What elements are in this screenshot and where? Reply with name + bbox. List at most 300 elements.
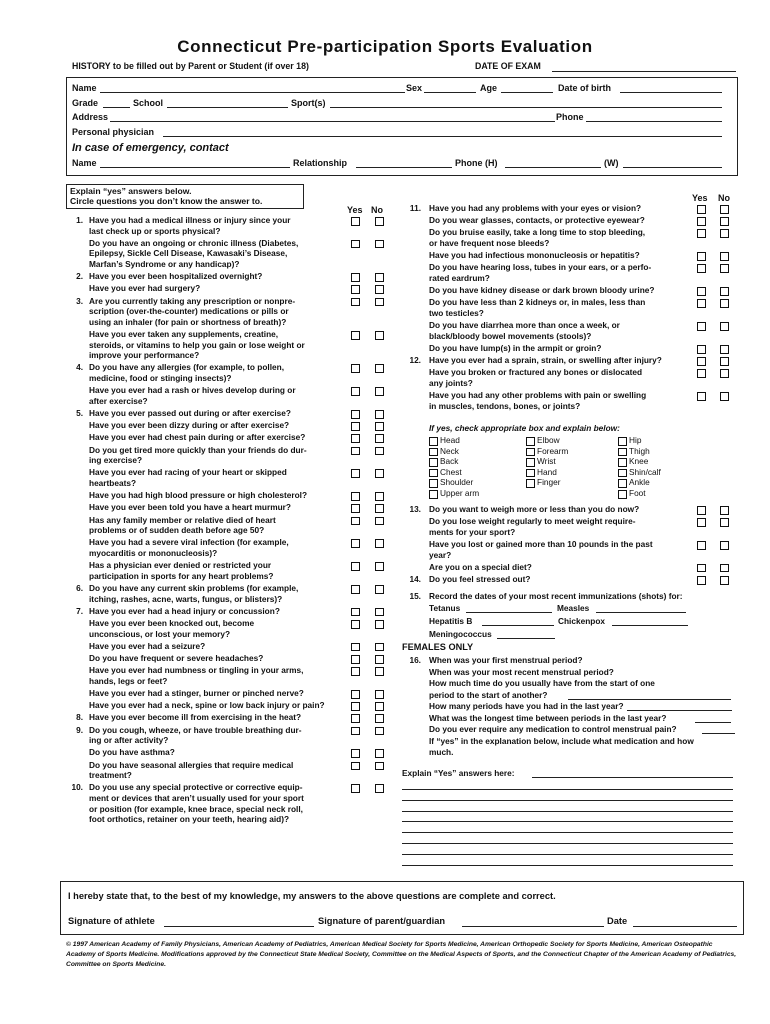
question-text: Do you have seasonal allergies that require medical bbox=[89, 759, 294, 770]
parent-signature-label: Signature of parent/guardian bbox=[318, 916, 446, 926]
emergency-name-label: Name bbox=[72, 158, 97, 168]
date-of-exam-label: DATE OF EXAM bbox=[475, 61, 541, 71]
yes-checkbox[interactable] bbox=[351, 410, 360, 419]
question-text: using an inhaler (for pain or shortness of breath)? bbox=[89, 316, 287, 327]
question-text: steroids, or vitamins to help you gain or lose weight or bbox=[89, 339, 305, 350]
yes-checkbox[interactable] bbox=[697, 217, 706, 226]
date-field[interactable] bbox=[633, 926, 737, 927]
question-text: Do you have diarrhea more than once a week, or bbox=[429, 320, 620, 331]
yes-checkbox[interactable] bbox=[351, 539, 360, 548]
no-checkbox[interactable] bbox=[375, 387, 384, 396]
no-checkbox[interactable] bbox=[720, 518, 729, 527]
measles-field[interactable] bbox=[596, 612, 686, 613]
question-text: heartbeats? bbox=[89, 478, 137, 488]
explain-yes-label: Explain “Yes” answers here: bbox=[402, 768, 515, 778]
sports-field[interactable] bbox=[330, 107, 722, 108]
question-text: Do you have asthma? bbox=[89, 747, 175, 758]
question-text: Do you lose weight regularly to meet weight require- bbox=[429, 516, 636, 527]
body-part-label: Back bbox=[440, 456, 459, 467]
body-part-checkbox[interactable] bbox=[429, 458, 438, 467]
sex-label: Sex bbox=[406, 83, 423, 93]
yes-checkbox[interactable] bbox=[351, 469, 360, 478]
date-of-exam-field[interactable] bbox=[552, 71, 736, 72]
question-text: participation in sports for any heart problems? bbox=[89, 570, 274, 581]
name-field[interactable] bbox=[100, 92, 405, 93]
question-number: 4. bbox=[76, 362, 83, 373]
question-text: myocarditis or mononucleosis)? bbox=[89, 548, 218, 558]
yes-checkbox[interactable] bbox=[351, 504, 360, 513]
question-text: unconscious, or lost your memory? bbox=[89, 628, 231, 639]
yes-checkbox[interactable] bbox=[697, 252, 706, 261]
school-label: School bbox=[133, 98, 164, 108]
measles-label: Measles bbox=[557, 603, 590, 613]
no-checkbox[interactable] bbox=[375, 240, 384, 249]
question-text: Have you ever had a seizure? bbox=[89, 640, 206, 651]
yes-checkbox[interactable] bbox=[351, 562, 360, 571]
yes-checkbox[interactable] bbox=[351, 364, 360, 373]
female-question-text: Do you ever require any medication to control menstrual pain? bbox=[429, 724, 677, 734]
question-text: ing or after activity? bbox=[89, 735, 169, 746]
question-text: Do you have hearing loss, tubes in your ears, or a perfo- bbox=[429, 262, 652, 273]
yes-checkbox[interactable] bbox=[351, 285, 360, 294]
question-text: Do you have any current skin problems (for example, bbox=[89, 583, 299, 593]
yes-checkbox[interactable] bbox=[697, 229, 706, 238]
body-part-checkbox[interactable] bbox=[618, 437, 627, 446]
address-field[interactable] bbox=[110, 121, 555, 122]
body-part-checkbox[interactable] bbox=[618, 479, 627, 488]
yes-checkbox[interactable] bbox=[697, 264, 706, 273]
question-text: Have you ever become ill from exercising in the heat? bbox=[89, 712, 302, 723]
female-question-text: When was your most recent menstrual period? bbox=[429, 666, 614, 677]
hepb-field[interactable] bbox=[482, 625, 554, 626]
no-checkbox[interactable] bbox=[375, 273, 384, 282]
question-text: Have you ever been told you have a heart murmur? bbox=[89, 502, 291, 513]
meningococcus-field[interactable] bbox=[497, 638, 555, 639]
explain-line-0[interactable] bbox=[532, 777, 733, 778]
yes-checkbox[interactable] bbox=[697, 506, 706, 515]
question-text: or have frequent nose bleeds? bbox=[429, 238, 550, 248]
explain-line[interactable] bbox=[402, 789, 733, 790]
emergency-name-field[interactable] bbox=[100, 167, 290, 168]
dob-field[interactable] bbox=[620, 92, 722, 93]
grade-label: Grade bbox=[72, 98, 99, 108]
hepb-label: Hepatitis B bbox=[429, 616, 473, 626]
question-text: or position (for example, knee brace, special neck roll, bbox=[89, 803, 303, 814]
question-text: Have you ever had a head injury or concussion? bbox=[89, 605, 280, 616]
question-number: 2. bbox=[76, 271, 83, 282]
question-text: year? bbox=[429, 549, 452, 560]
female-question-text: What was the longest time between periods in the last year? bbox=[429, 712, 667, 723]
copyright-footer: © 1997 American Academy of Family Physicians, American Academy of Pediatrics, American Medical Society for Sports Medicine, American Orthopedic Society for Sports Medicine, American Osteopathic Academy of Sports Medicine. Modifications approved by the Connecticut State Medical Society, Committee on the Medical Aspects of Sports, and the Connecticut Chapter of the American Academy of Pediatrics, Committee on Sports Medicine. bbox=[66, 941, 737, 968]
yes-checkbox[interactable] bbox=[351, 608, 360, 617]
no-checkbox[interactable] bbox=[720, 576, 729, 585]
yes-checkbox[interactable] bbox=[351, 387, 360, 396]
physician-field[interactable] bbox=[163, 136, 722, 137]
body-part-checkbox[interactable] bbox=[526, 458, 535, 467]
yes-checkbox[interactable] bbox=[351, 447, 360, 456]
age-label: Age bbox=[480, 83, 498, 93]
explain-instruction-2: Circle questions you don’t know the answer to. bbox=[70, 196, 263, 206]
explain-line[interactable] bbox=[402, 843, 733, 844]
question-text: Do you wear glasses, contacts, or protective eyewear? bbox=[429, 215, 645, 226]
no-checkbox[interactable] bbox=[375, 298, 384, 307]
yes-checkbox[interactable] bbox=[351, 655, 360, 664]
meningococcus-label: Meningococcus bbox=[429, 629, 492, 639]
body-part-label: Forearm bbox=[537, 445, 569, 456]
no-checkbox[interactable] bbox=[375, 504, 384, 513]
question-text: in muscles, tendons, bones, or joints? bbox=[429, 400, 581, 411]
body-part-label: Finger bbox=[537, 477, 561, 488]
female-question-text: When was your first menstrual period? bbox=[429, 655, 583, 665]
question-text: medicine, food or stinging insects)? bbox=[89, 373, 232, 383]
question-text: Have you ever passed out during or after exercise? bbox=[89, 408, 291, 418]
no-checkbox[interactable] bbox=[720, 506, 729, 515]
yes-checkbox[interactable] bbox=[351, 762, 360, 771]
sports-label: Sport(s) bbox=[291, 98, 326, 108]
body-part-checkbox[interactable] bbox=[618, 469, 627, 478]
body-part-checkbox[interactable] bbox=[618, 448, 627, 457]
body-part-label: Elbow bbox=[537, 435, 560, 445]
female-question-text: period to the start of another? bbox=[429, 689, 548, 700]
body-part-checkbox[interactable] bbox=[429, 479, 438, 488]
question-text: itching, rashes, acne, warts, fungus, or blisters)? bbox=[89, 593, 283, 604]
yes-checkbox[interactable] bbox=[351, 273, 360, 282]
chickenpox-label: Chickenpox bbox=[558, 616, 606, 626]
yes-checkbox[interactable] bbox=[697, 392, 706, 401]
yes-checkbox[interactable] bbox=[697, 205, 706, 214]
age-field[interactable] bbox=[501, 92, 553, 93]
phone-field[interactable] bbox=[586, 121, 722, 122]
yes-checkbox[interactable] bbox=[351, 217, 360, 226]
body-part-label: Head bbox=[440, 435, 460, 445]
yes-checkbox[interactable] bbox=[351, 422, 360, 431]
yes-checkbox[interactable] bbox=[351, 298, 360, 307]
yes-checkbox[interactable] bbox=[697, 287, 706, 296]
dob-label: Date of birth bbox=[558, 83, 611, 93]
question-text: Have you had infectious mononucleosis or hepatitis? bbox=[429, 250, 640, 261]
no-checkbox[interactable] bbox=[375, 331, 384, 340]
female-question-text: How much time do you usually have from the start of one bbox=[429, 678, 655, 688]
tetanus-label: Tetanus bbox=[429, 603, 461, 613]
no-checkbox[interactable] bbox=[720, 357, 729, 366]
yes-checkbox[interactable] bbox=[351, 620, 360, 629]
yes-checkbox[interactable] bbox=[351, 585, 360, 594]
question-text: Have you had any problems with your eyes or vision? bbox=[429, 203, 642, 213]
no-checkbox[interactable] bbox=[375, 784, 384, 793]
no-checkbox[interactable] bbox=[375, 285, 384, 294]
phone-w-label: (W) bbox=[604, 158, 619, 168]
no-checkbox[interactable] bbox=[720, 299, 729, 308]
no-checkbox[interactable] bbox=[375, 447, 384, 456]
body-part-checkbox[interactable] bbox=[526, 437, 535, 446]
no-checkbox[interactable] bbox=[375, 562, 384, 571]
question-text: hands, legs or feet? bbox=[89, 675, 168, 686]
phone-h-label: Phone (H) bbox=[455, 158, 498, 168]
question-number: 6. bbox=[76, 583, 83, 593]
question-text: Have you had high blood pressure or high cholesterol? bbox=[89, 490, 308, 501]
no-checkbox[interactable] bbox=[720, 345, 729, 354]
no-checkbox[interactable] bbox=[720, 369, 729, 378]
no-checkbox[interactable] bbox=[375, 667, 384, 676]
yes-checkbox[interactable] bbox=[351, 492, 360, 501]
question-text: Do you want to weigh more or less than you do now? bbox=[429, 504, 640, 514]
no-checkbox[interactable] bbox=[375, 714, 384, 723]
body-parts-heading: If yes, check appropriate box and explain below: bbox=[429, 423, 620, 433]
yes-checkbox[interactable] bbox=[697, 518, 706, 527]
yes-checkbox[interactable] bbox=[697, 541, 706, 550]
question-text: ments for your sport? bbox=[429, 526, 516, 537]
body-part-checkbox[interactable] bbox=[618, 458, 627, 467]
female-question-text: If “yes” in the explanation below, include what medication and how bbox=[429, 735, 694, 746]
female-answer-field[interactable] bbox=[695, 722, 731, 723]
yes-checkbox[interactable] bbox=[697, 345, 706, 354]
question-text: Are you currently taking any prescription or nonpre- bbox=[89, 295, 296, 306]
no-checkbox[interactable] bbox=[375, 469, 384, 478]
question-text: ing exercise? bbox=[89, 455, 143, 466]
no-checkbox[interactable] bbox=[375, 643, 384, 652]
question-text: Do you feel stressed out? bbox=[429, 574, 531, 584]
yes-checkbox[interactable] bbox=[697, 322, 706, 331]
question-number: 13. bbox=[409, 504, 421, 514]
q16-number: 16. bbox=[409, 655, 421, 665]
question-text: Have you ever been dizzy during or after exercise? bbox=[89, 420, 290, 431]
yes-checkbox[interactable] bbox=[351, 517, 360, 526]
question-text: Have you broken or fractured any bones or dislocated bbox=[429, 367, 643, 378]
yes-checkbox[interactable] bbox=[351, 643, 360, 652]
question-text: after exercise? bbox=[89, 395, 148, 406]
question-number: 9. bbox=[76, 724, 83, 735]
tetanus-field[interactable] bbox=[466, 612, 552, 613]
question-text: Do you get tired more quickly than your friends do dur- bbox=[89, 444, 307, 455]
yes-checkbox[interactable] bbox=[351, 749, 360, 758]
question-text: Do you use any special protective or corrective equip- bbox=[89, 782, 303, 793]
question-text: Have you ever been hospitalized overnight? bbox=[89, 271, 263, 282]
no-checkbox[interactable] bbox=[375, 539, 384, 548]
yes-checkbox[interactable] bbox=[351, 702, 360, 711]
no-checkbox[interactable] bbox=[375, 410, 384, 419]
question-text: Have you lost or gained more than 10 pounds in the past bbox=[429, 539, 653, 549]
no-checkbox[interactable] bbox=[720, 264, 729, 273]
body-part-label: Knee bbox=[629, 456, 649, 467]
yes-checkbox[interactable] bbox=[351, 667, 360, 676]
question-text: Have you ever had chest pain during or after exercise? bbox=[89, 432, 306, 443]
no-checkbox[interactable] bbox=[375, 608, 384, 617]
body-part-checkbox[interactable] bbox=[429, 490, 438, 499]
question-number: 11. bbox=[409, 203, 421, 213]
yes-checkbox[interactable] bbox=[351, 727, 360, 736]
question-text: Do you have lump(s) in the armpit or groin? bbox=[429, 343, 602, 353]
question-text: Have you ever been knocked out, become bbox=[89, 618, 255, 628]
no-checkbox[interactable] bbox=[375, 585, 384, 594]
no-checkbox[interactable] bbox=[375, 217, 384, 226]
question-text: Has a physician ever denied or restricted your bbox=[89, 560, 272, 571]
explain-line[interactable] bbox=[402, 821, 733, 822]
question-number: 7. bbox=[76, 605, 83, 616]
no-checkbox[interactable] bbox=[375, 620, 384, 629]
question-text: treatment? bbox=[89, 770, 132, 781]
date-label: Date bbox=[607, 916, 628, 926]
yes-checkbox[interactable] bbox=[697, 576, 706, 585]
relationship-label: Relationship bbox=[293, 158, 348, 168]
question-text: Do you have kidney disease or dark brown bloody urine? bbox=[429, 285, 655, 296]
no-checkbox[interactable] bbox=[720, 322, 729, 331]
yes-checkbox[interactable] bbox=[697, 299, 706, 308]
no-header-left: No bbox=[371, 205, 383, 215]
question-text: ment or devices that aren’t usually used for your sport bbox=[89, 793, 304, 803]
yes-header-right: Yes bbox=[692, 193, 708, 203]
no-checkbox[interactable] bbox=[720, 287, 729, 296]
yes-checkbox[interactable] bbox=[697, 564, 706, 573]
school-field[interactable] bbox=[167, 107, 288, 108]
no-checkbox[interactable] bbox=[720, 541, 729, 550]
question-text: problems or of sudden death before age 50? bbox=[89, 525, 265, 536]
question-number: 1. bbox=[76, 215, 83, 225]
attestation-text: I hereby state that, to the best of my knowledge, my answers to the above questions are complete and correct. bbox=[68, 891, 556, 901]
body-part-label: Shin/calf bbox=[629, 466, 661, 477]
no-checkbox[interactable] bbox=[375, 422, 384, 431]
page-title: Connecticut Pre-participation Sports Evaluation bbox=[177, 37, 593, 56]
question-text: Have you ever had a sprain, strain, or swelling after injury? bbox=[429, 355, 662, 366]
body-part-label: Upper arm bbox=[440, 488, 480, 498]
question-text: Have you ever had a neck, spine or low back injury or pain? bbox=[89, 700, 325, 711]
no-checkbox[interactable] bbox=[375, 434, 384, 443]
no-checkbox[interactable] bbox=[375, 762, 384, 771]
female-question-text: How many periods have you had in the last year? bbox=[429, 701, 624, 711]
no-checkbox[interactable] bbox=[720, 229, 729, 238]
female-answer-field[interactable] bbox=[627, 710, 732, 711]
question-text: Are you on a special diet? bbox=[429, 561, 532, 572]
question-number: 3. bbox=[76, 295, 83, 306]
question-text: Have you ever had numbness or tingling in your arms, bbox=[89, 665, 304, 676]
explain-line[interactable] bbox=[402, 800, 733, 801]
question-number: 5. bbox=[76, 408, 83, 418]
phone-h-field[interactable] bbox=[505, 167, 601, 168]
question-text: Has any family member or relative died of heart bbox=[89, 514, 276, 525]
question-text: Do you have frequent or severe headaches? bbox=[89, 653, 264, 663]
no-checkbox[interactable] bbox=[375, 655, 384, 664]
question-text: Do you have any allergies (for example, to pollen, bbox=[89, 362, 285, 373]
physician-label: Personal physician bbox=[72, 127, 155, 137]
yes-checkbox[interactable] bbox=[351, 240, 360, 249]
chickenpox-field[interactable] bbox=[612, 625, 688, 626]
question-text: two testicles? bbox=[429, 308, 484, 318]
no-checkbox[interactable] bbox=[375, 517, 384, 526]
female-answer-field[interactable] bbox=[568, 699, 731, 700]
no-checkbox[interactable] bbox=[375, 492, 384, 501]
question-text: last check up or sports physical? bbox=[89, 225, 221, 236]
name-label: Name bbox=[72, 83, 97, 93]
body-part-label: Chest bbox=[440, 466, 462, 477]
history-note: HISTORY to be filled out by Parent or Student (if over 18) bbox=[72, 61, 309, 71]
explain-instruction-1: Explain “yes” answers below. bbox=[70, 186, 192, 196]
athlete-signature-label: Signature of athlete bbox=[68, 916, 155, 926]
body-part-checkbox[interactable] bbox=[429, 448, 438, 457]
body-part-checkbox[interactable] bbox=[618, 490, 627, 499]
question-number: 10. bbox=[71, 782, 83, 793]
body-part-checkbox[interactable] bbox=[429, 437, 438, 446]
yes-checkbox[interactable] bbox=[697, 369, 706, 378]
yes-checkbox[interactable] bbox=[351, 331, 360, 340]
question-text: Have you ever had a rash or hives develop during or bbox=[89, 385, 296, 396]
emergency-heading: In case of emergency, contact bbox=[72, 142, 229, 154]
yes-checkbox[interactable] bbox=[351, 714, 360, 723]
body-part-label: Thigh bbox=[629, 445, 650, 456]
question-text: rated eardrum? bbox=[429, 273, 490, 283]
no-checkbox[interactable] bbox=[720, 564, 729, 573]
question-number: 14. bbox=[409, 574, 421, 584]
explain-line[interactable] bbox=[402, 811, 733, 812]
relationship-field[interactable] bbox=[356, 167, 452, 168]
question-text: Have you ever had surgery? bbox=[89, 283, 201, 294]
body-part-checkbox[interactable] bbox=[526, 479, 535, 488]
explain-line[interactable] bbox=[402, 854, 733, 855]
question-number: 8. bbox=[76, 712, 83, 723]
yes-checkbox[interactable] bbox=[351, 434, 360, 443]
sex-field[interactable] bbox=[424, 92, 476, 93]
explain-line[interactable] bbox=[402, 832, 733, 833]
no-checkbox[interactable] bbox=[720, 217, 729, 226]
body-part-label: Neck bbox=[440, 445, 459, 456]
body-part-label: Wrist bbox=[537, 456, 556, 467]
yes-checkbox[interactable] bbox=[351, 690, 360, 699]
no-checkbox[interactable] bbox=[375, 702, 384, 711]
yes-header-left: Yes bbox=[347, 205, 363, 215]
question-text: scription (over-the-counter) medications or pills or bbox=[89, 306, 289, 317]
question-text: Have you had a severe viral infection (for example, bbox=[89, 537, 289, 548]
body-part-checkbox[interactable] bbox=[526, 448, 535, 457]
question-text: Have you ever had a stinger, burner or pinched nerve? bbox=[89, 688, 304, 698]
q15-text: Record the dates of your most recent immunizations (shots) for: bbox=[429, 591, 683, 601]
grade-field[interactable] bbox=[103, 107, 130, 108]
no-checkbox[interactable] bbox=[375, 749, 384, 758]
body-part-checkbox[interactable] bbox=[429, 469, 438, 478]
question-text: Have you ever taken any supplements, creatine, bbox=[89, 329, 279, 339]
question-text: Do you cough, wheeze, or have trouble breathing dur- bbox=[89, 724, 302, 735]
question-text: improve your performance? bbox=[89, 350, 200, 361]
body-part-label: Ankle bbox=[629, 477, 650, 488]
athlete-signature-field[interactable] bbox=[164, 926, 314, 927]
female-answer-field[interactable] bbox=[702, 733, 735, 734]
no-checkbox[interactable] bbox=[720, 392, 729, 401]
question-text: Do you have an ongoing or chronic illness (Diabetes, bbox=[89, 237, 299, 248]
no-checkbox[interactable] bbox=[375, 364, 384, 373]
explain-line[interactable] bbox=[402, 865, 733, 866]
female-question-text: much. bbox=[429, 747, 454, 757]
yes-checkbox[interactable] bbox=[351, 784, 360, 793]
females-only-heading: FEMALES ONLY bbox=[402, 642, 474, 652]
no-checkbox[interactable] bbox=[375, 727, 384, 736]
phone-label: Phone bbox=[556, 112, 584, 122]
body-part-label: Shoulder bbox=[440, 477, 474, 488]
yes-checkbox[interactable] bbox=[697, 357, 706, 366]
no-checkbox[interactable] bbox=[375, 690, 384, 699]
question-text: Epilepsy, Sickle Cell Disease, Kawasaki’s Disease, bbox=[89, 248, 288, 259]
question-text: black/bloody bowel movements (stools)? bbox=[429, 330, 592, 341]
body-part-checkbox[interactable] bbox=[526, 469, 535, 478]
no-header-right: No bbox=[718, 193, 730, 203]
no-checkbox[interactable] bbox=[720, 205, 729, 214]
address-label: Address bbox=[72, 112, 109, 122]
body-part-label: Hip bbox=[629, 435, 642, 445]
no-checkbox[interactable] bbox=[720, 252, 729, 261]
q15-number: 15. bbox=[409, 591, 421, 601]
question-number: 12. bbox=[409, 355, 421, 366]
phone-w-field[interactable] bbox=[623, 167, 722, 168]
parent-signature-field[interactable] bbox=[462, 926, 604, 927]
question-text: Do you bruise easily, take a long time to stop bleeding, bbox=[429, 227, 646, 238]
question-text: Have you had a medical illness or injury since your bbox=[89, 215, 291, 225]
question-text: Have you ever had racing of your heart or skipped bbox=[89, 467, 287, 478]
